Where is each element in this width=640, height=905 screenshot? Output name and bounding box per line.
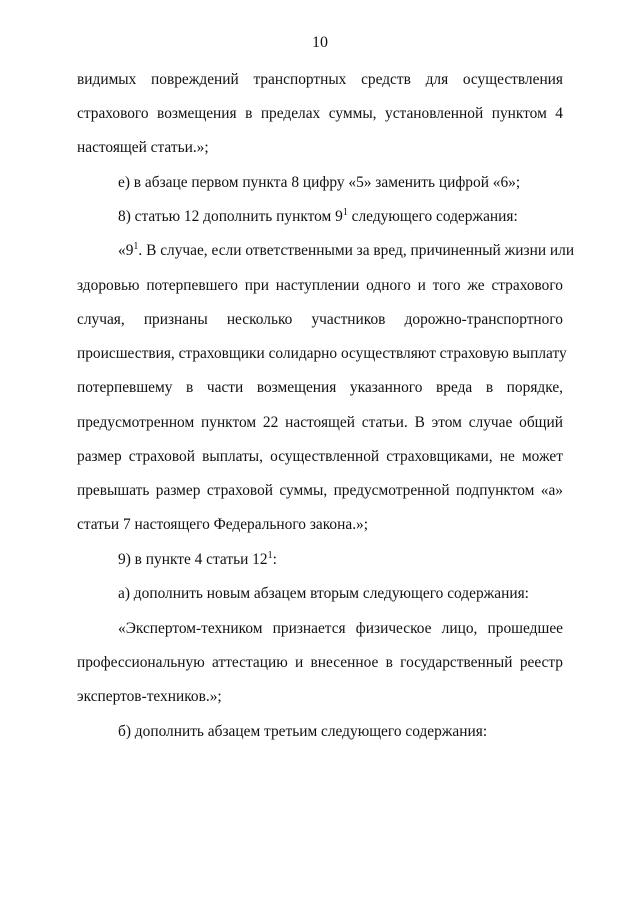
text-line: а) дополнить новым абзацем вторым следующего содержания: xyxy=(118,585,529,602)
text-line: здоровью потерпевшего при наступлении одного и того же страхового xyxy=(77,277,563,294)
text-line: размер страховой выплаты, осуществленной страховщиками, не может xyxy=(77,448,563,465)
text-line: происшествия, страховщики солидарно осуществляют страховую выплату xyxy=(77,345,567,362)
text-line: е) в абзаце первом пункта 8 цифру «5» заменить цифрой «6»; xyxy=(118,174,521,191)
text-line: экспертов-техников.»; xyxy=(77,688,222,705)
text-line: «$9^1$. В случае, если ответственными за вред, причиненный жизни или xyxy=(118,241,575,259)
text-line: случая, признаны несколько участников дорожно-транспортного xyxy=(77,311,563,328)
text-line: предусмотренном пунктом 22 настоящей статьи. В этом случае общий xyxy=(77,414,563,431)
text-line: страхового возмещения в пределах суммы, установленной пунктом 4 xyxy=(77,105,563,122)
text-line: профессиональную аттестацию и внесенное в государственный реестр xyxy=(77,654,563,671)
text-line: потерпевшему в части возмещения указанного вреда в порядке, xyxy=(77,379,563,396)
text-line: статьи 7 настоящего Федерального закона.»; xyxy=(77,516,369,533)
text-line: «Экспертом-техником признается физическое лицо, прошедшее xyxy=(118,620,563,637)
text-line: 8) статью 12 дополнить пунктом $9^1$ следующего содержания: xyxy=(118,207,518,225)
text-line: превышать размер страховой суммы, предусмотренной подпунктом «а» xyxy=(77,482,563,499)
text-line: б) дополнить абзацем третьим следующего содержания: xyxy=(118,723,488,740)
text-line: видимых повреждений транспортных средств для осуществления xyxy=(77,71,563,88)
text-line: 9) в пункте 4 статьи $12^1$: xyxy=(118,550,277,568)
page-number: 10 xyxy=(312,34,328,51)
text-line: настоящей статьи.»; xyxy=(77,139,209,156)
